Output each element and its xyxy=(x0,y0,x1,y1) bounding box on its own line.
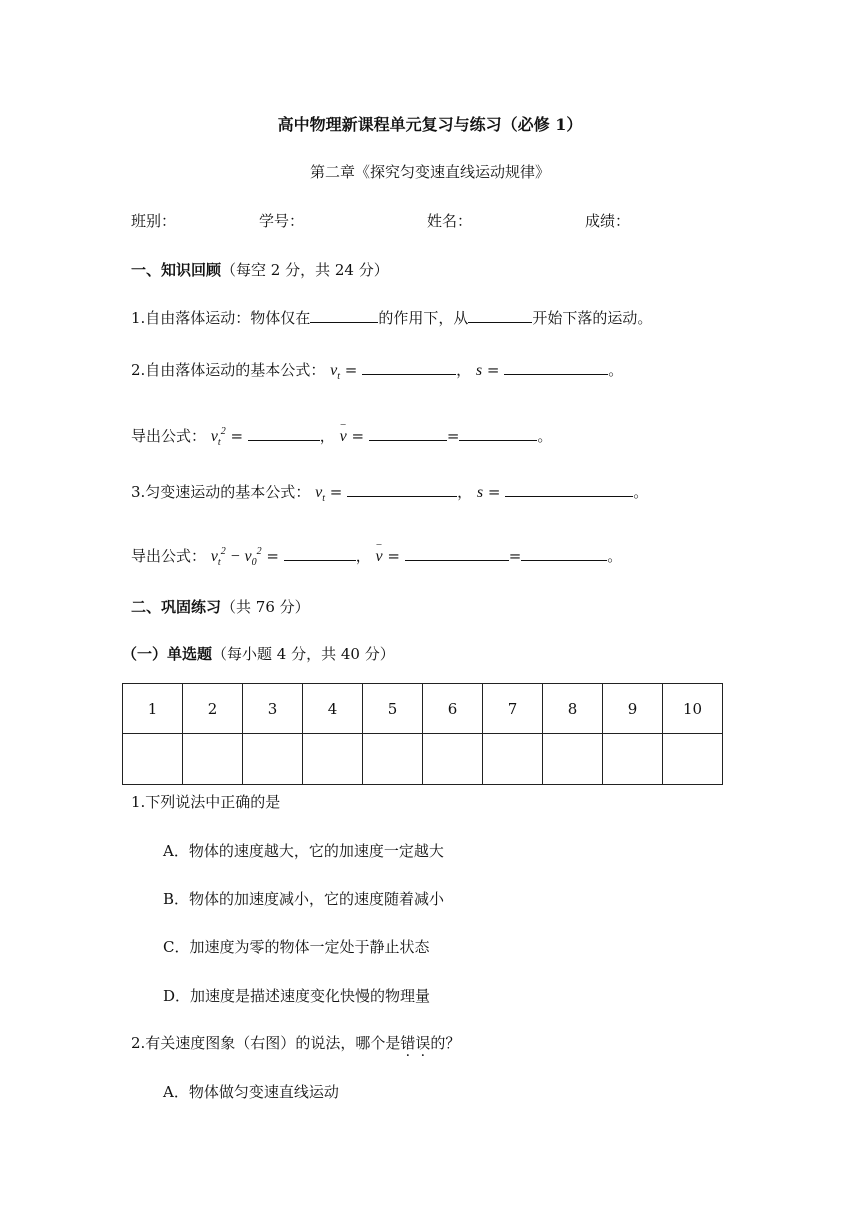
q2d-blank-2[interactable] xyxy=(369,426,447,441)
answer-header-cell: 7 xyxy=(483,684,543,734)
q3d-blank-1[interactable] xyxy=(284,546,356,561)
q3d-blank-3[interactable] xyxy=(521,546,607,561)
document-title: 高中物理新课程单元复习与练习（必修 1） xyxy=(277,115,583,134)
class-label: 班别： xyxy=(131,212,177,230)
q3-end: 。 xyxy=(633,483,649,501)
answer-cell[interactable] xyxy=(183,734,243,785)
q3-sep: ， xyxy=(457,483,473,501)
q2-blank-1[interactable] xyxy=(362,360,456,375)
score-label: 成绩： xyxy=(585,212,631,230)
q1-text-suffix: 开始下落的运动。 xyxy=(532,309,653,327)
answer-table-answer-row xyxy=(123,734,723,785)
formula-vt: $v_t$ xyxy=(330,362,340,382)
q2-text-prefix: 2.自由落体运动的基本公式： xyxy=(131,361,326,379)
q3-blank-1[interactable] xyxy=(347,482,457,497)
section1-note: （每空 2 分，共 24 分） xyxy=(221,261,389,279)
q2d-end: 。 xyxy=(537,427,553,445)
knowledge-q3: 3.匀变速运动的基本公式： $v_t$ = ， s = 。 xyxy=(131,483,649,504)
answer-header-cell: 5 xyxy=(363,684,423,734)
knowledge-q3-derived: 导出公式： $v_t^2 - v_0^2$ = ， – v = = 。 xyxy=(131,539,623,568)
q3d-end: 。 xyxy=(607,547,623,565)
number-label: 学号： xyxy=(259,212,305,230)
answer-cell[interactable] xyxy=(663,734,723,785)
q2-stem-prefix: 2.有关速度图象（右图）的说法，哪个是 xyxy=(131,1034,401,1052)
formula-vbar-2: – v xyxy=(375,539,383,565)
answer-cell[interactable] xyxy=(363,734,423,785)
formula-vbar: – v xyxy=(339,419,347,445)
q2d-blank-1[interactable] xyxy=(248,426,320,441)
q3-text-prefix: 3.匀变速运动的基本公式： xyxy=(131,483,311,501)
question-1-option-c[interactable]: C．加速度为零的物体一定处于静止状态 xyxy=(163,938,430,956)
section2-heading xyxy=(131,596,310,617)
answer-cell[interactable] xyxy=(423,734,483,785)
answer-table xyxy=(122,683,723,785)
q2-stem-suffix: 的？ xyxy=(430,1034,461,1052)
answer-header-cell: 1 xyxy=(123,684,183,734)
q3d-text-prefix: 导出公式： xyxy=(131,547,207,565)
part1-title: （一）单选题 xyxy=(122,645,213,663)
q2-stem-emphasis: 错 xyxy=(400,1034,416,1052)
answer-table-header-row xyxy=(123,684,723,734)
chapter-subtitle: 第二章《探究匀变速直线运动规律》 xyxy=(309,163,550,181)
formula-vt2-minus-v02: $v_t^2 - v_0^2$ xyxy=(210,546,262,568)
part1-heading xyxy=(122,643,395,664)
q2-stem-emphasis: 误 xyxy=(415,1034,431,1052)
formula-vt-squared: $v_t^2$ xyxy=(210,426,226,448)
q1-text-mid: 的作用下，从 xyxy=(378,309,469,327)
q2d-blank-3[interactable] xyxy=(459,426,537,441)
q3d-sep: ， xyxy=(355,547,371,565)
q1-blank-1[interactable] xyxy=(310,308,378,323)
q1-text-prefix: 1.自由落体运动：物体仅在 xyxy=(131,309,311,327)
answer-header-cell: 9 xyxy=(603,684,663,734)
answer-cell[interactable] xyxy=(483,734,543,785)
answer-header-cell: 10 xyxy=(663,684,723,734)
answer-header-cell: 8 xyxy=(543,684,603,734)
section2-note: （共 76 分） xyxy=(221,598,310,616)
q3-blank-2[interactable] xyxy=(505,482,633,497)
answer-header-cell: 6 xyxy=(423,684,483,734)
q2-end: 。 xyxy=(608,361,624,379)
student-info-row xyxy=(131,210,630,231)
formula-s: s xyxy=(475,362,483,379)
question-1-option-b[interactable]: B．物体的加速度减小，它的速度随着减小 xyxy=(163,890,445,908)
question-2-option-a[interactable]: A．物体做匀变速直线运动 xyxy=(163,1083,339,1101)
q2d-sep: ， xyxy=(319,427,335,445)
answer-cell[interactable] xyxy=(543,734,603,785)
knowledge-q1 xyxy=(131,307,652,328)
part1-note: （每小题 4 分，共 40 分） xyxy=(212,645,395,663)
q3d-blank-2[interactable] xyxy=(405,546,509,561)
q2-sep: ， xyxy=(456,361,472,379)
answer-cell[interactable] xyxy=(603,734,663,785)
answer-cell[interactable] xyxy=(243,734,303,785)
knowledge-q2: 2.自由落体运动的基本公式： $v_t$ = ， s = 。 xyxy=(131,361,624,382)
answer-cell[interactable] xyxy=(303,734,363,785)
knowledge-q2-derived: 导出公式： $v_t^2$ = ， – v = = 。 xyxy=(131,419,553,448)
question-1-option-d[interactable]: D．加速度是描述速度变化快慢的物理量 xyxy=(163,987,431,1005)
answer-header-cell: 3 xyxy=(243,684,303,734)
formula-s-2: s xyxy=(476,484,484,501)
question-1-stem: 1.下列说法中正确的是 xyxy=(131,793,281,811)
question-2-stem xyxy=(131,1032,460,1053)
question-1-option-a[interactable]: A．物体的速度越大，它的加速度一定越大 xyxy=(163,842,444,860)
answer-header-cell: 4 xyxy=(303,684,363,734)
section1-heading xyxy=(131,259,389,280)
answer-cell[interactable] xyxy=(123,734,183,785)
q1-blank-2[interactable] xyxy=(468,308,532,323)
q2-blank-2[interactable] xyxy=(504,360,608,375)
q2d-text-prefix: 导出公式： xyxy=(131,427,207,445)
formula-vt-2: $v_t$ xyxy=(315,484,325,504)
section2-title: 二、巩固练习 xyxy=(131,598,222,616)
answer-header-cell: 2 xyxy=(183,684,243,734)
section1-title: 一、知识回顾 xyxy=(131,261,222,279)
name-label: 姓名： xyxy=(427,212,473,230)
